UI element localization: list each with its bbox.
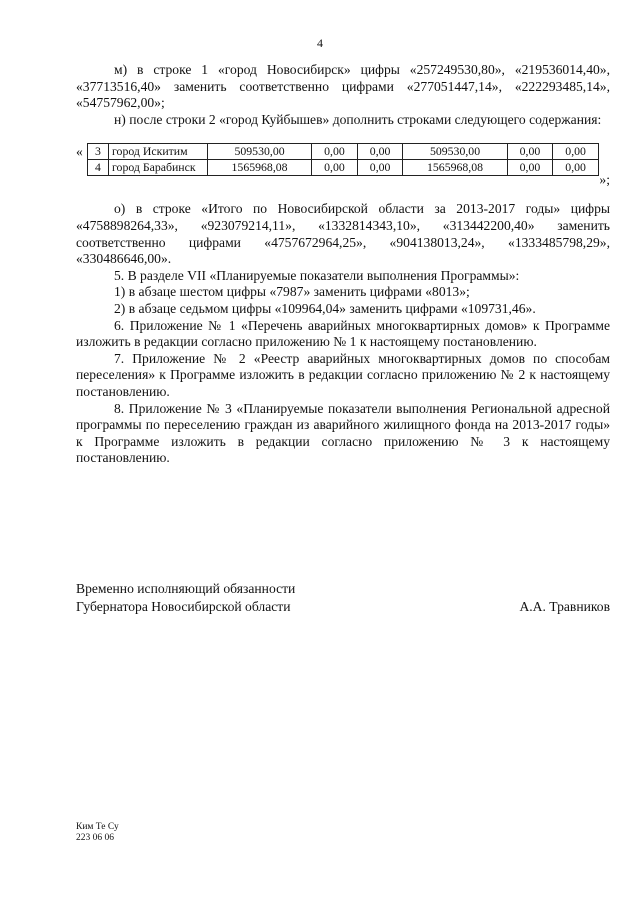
paragraph-5-2: 2) в абзаце седьмом цифры «109964,04» заменить цифрами «109731,46». <box>114 300 536 316</box>
table-cell: город Барабинск <box>109 160 208 176</box>
table-row <box>88 160 599 176</box>
table-cell: 0,00 <box>553 160 599 176</box>
page-number: 4 <box>317 36 323 50</box>
signatory-name: А.А. Травников <box>519 599 610 614</box>
table-cell: 0,00 <box>357 160 403 176</box>
table-cell: 509530,00 <box>208 144 312 160</box>
signature-position-line1: Временно исполняющий обязанности <box>76 581 296 596</box>
table-cell: 0,00 <box>553 144 599 160</box>
quote-open: « <box>76 144 83 160</box>
signature-block <box>76 580 610 616</box>
signature-position-line2: Губернатора Новосибирской области <box>76 599 291 614</box>
table-cell: 0,00 <box>357 144 403 160</box>
paragraph-7: 7. Приложение № 2 «Реестр аварийных многоквартирных домов по способам переселения» к Программе изложить в редакции согласно приложению № 2 к настоящему постановлению. <box>76 350 610 399</box>
footer-author: Ким Те Су <box>76 822 119 832</box>
table-cell: 3 <box>88 144 109 160</box>
paragraph-o: о) в строке «Итого по Новосибирской области за 2013-2017 годы» цифры «4758898264,33», «923079214,11», «1332814343,10», «313442200,40» заменить соответственно цифрами «4757672964,25», «904138013,24», «1333485798,29», «330486646,00». <box>76 201 610 267</box>
table-cell: 1565968,08 <box>208 160 312 176</box>
table-cell: 1565968,08 <box>403 160 507 176</box>
paragraph-6: 6. Приложение № 1 «Перечень аварийных многоквартирных домов» к Программе изложить в редакции согласно приложению № 1 к настоящему постановлению. <box>76 317 610 350</box>
table-row <box>88 144 599 160</box>
table-cell: 0,00 <box>312 144 358 160</box>
table-cell: 0,00 <box>312 160 358 176</box>
table-cell: 509530,00 <box>403 144 507 160</box>
quote-close: »; <box>599 172 610 188</box>
footer-contact <box>76 822 119 844</box>
paragraph-n: н) после строки 2 «город Куйбышев» дополнить строками следующего содержания: <box>114 111 602 127</box>
table-cell: город Искитим <box>109 144 208 160</box>
inserted-rows-table <box>87 143 599 176</box>
table-cell: 4 <box>88 160 109 176</box>
document-body <box>76 62 610 467</box>
inserted-rows-block <box>76 141 610 187</box>
table-cell: 0,00 <box>507 160 553 176</box>
footer-phone: 223 06 06 <box>76 833 114 843</box>
table-cell: 0,00 <box>507 144 553 160</box>
signature-row <box>76 598 610 616</box>
paragraph-m: м) в строке 1 «город Новосибирск» цифры «257249530,80», «219536014,40», «37713516,40» заменить соответственно цифрами «277051447,14», «222293485,14», «54757962,00»; <box>76 62 610 111</box>
paragraph-5-1: 1) в абзаце шестом цифры «7987» заменить цифрами «8013»; <box>114 284 470 300</box>
paragraph-8: 8. Приложение № 3 «Планируемые показатели выполнения Региональной адресной программы по переселению граждан из аварийного жилищного фонда на 2013-2017 годы» к Программе изложить в редакции согласно приложению № 3 к настоящему постановлению. <box>76 400 610 466</box>
paragraph-5: 5. В разделе VII «Планируемые показатели выполнения Программы»: <box>114 267 520 283</box>
